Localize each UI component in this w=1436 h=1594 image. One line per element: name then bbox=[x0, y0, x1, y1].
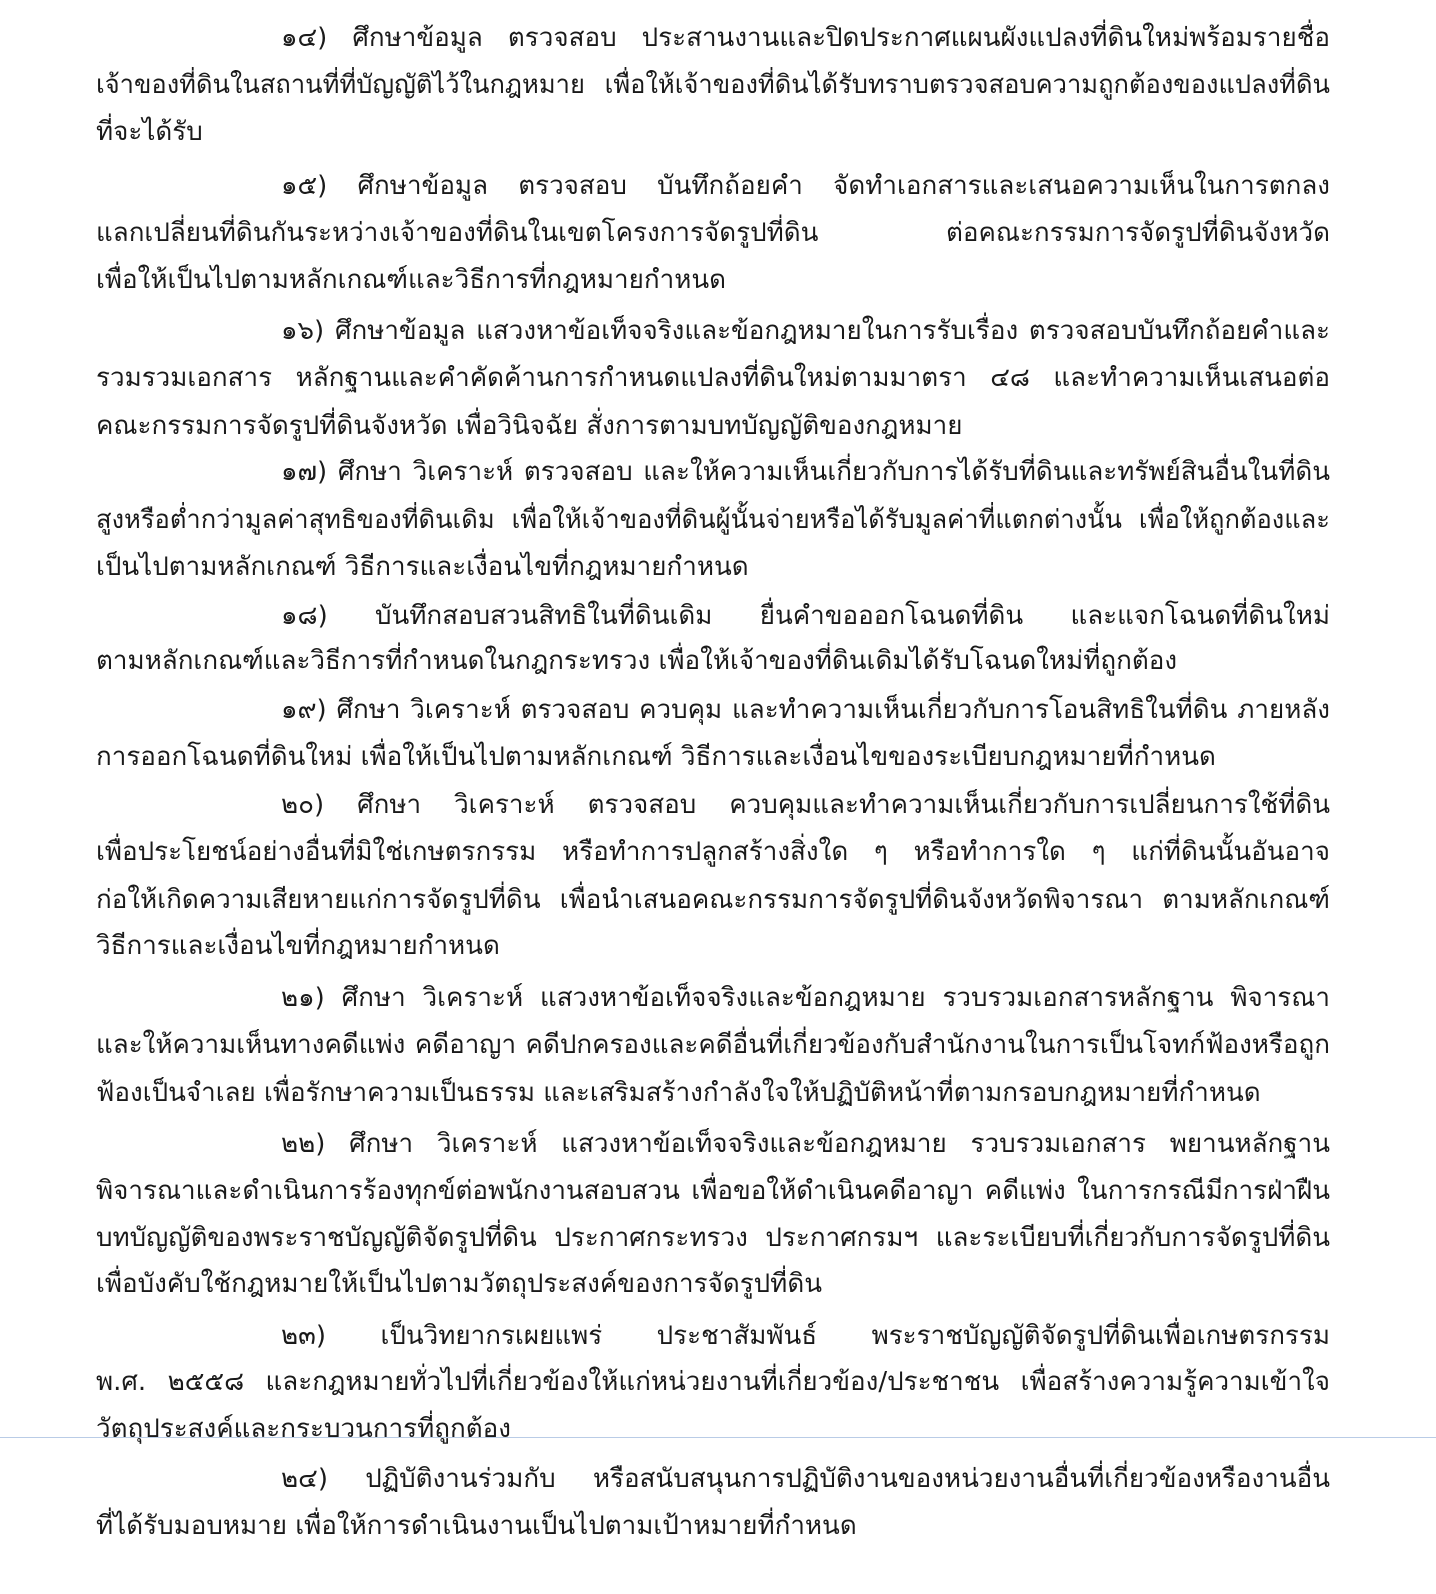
item-20-line-4: วิธีการและเงื่อนไขที่กฎหมายกำหนด bbox=[96, 931, 500, 961]
item-20-line-3: ก่อให้เกิดความเสียหายแก่การจัดรูปที่ดิน เพื่อนำเสนอคณะกรรมการจัดรูปที่ดินจังหวัดพิจารณา ตามหลักเกณฑ์ bbox=[96, 885, 1330, 915]
item-22-line-3: บทบัญญัติของพระราชบัญญัติจัดรูปที่ดิน ประกาศกระทรวง ประกาศกรมฯ และระเบียบที่เกี่ยวกับการจัดรูปที่ดิน bbox=[96, 1223, 1330, 1253]
item-21-line-3: ฟ้องเป็นจำเลย เพื่อรักษาความเป็นธรรม และเสริมสร้างกำลังใจให้ปฏิบัติหน้าที่ตามกรอบกฎหมายที่กำหนด bbox=[96, 1078, 1261, 1108]
item-15-line-2: แลกเปลี่ยนที่ดินกันระหว่างเจ้าของที่ดินในเขตโครงการจัดรูปที่ดิน ต่อคณะกรรมการจัดรูปที่ดินจังหวัด bbox=[96, 218, 1330, 248]
item-22-line-4: เพื่อบังคับใช้กฎหมายให้เป็นไปตามวัตถุประสงค์ของการจัดรูปที่ดิน bbox=[96, 1269, 822, 1299]
item-14-line-1: ๑๔) ศึกษาข้อมูล ตรวจสอบ ประสานงานและปิดประกาศแผนผังแปลงที่ดินใหม่พร้อมรายชื่อ bbox=[281, 23, 1330, 53]
item-19-line-2: การออกโฉนดที่ดินใหม่ เพื่อให้เป็นไปตามหลักเกณฑ์ วิธีการและเงื่อนไขของระเบียบกฎหมายที่กำหนด bbox=[96, 742, 1216, 772]
item-15-line-3: เพื่อให้เป็นไปตามหลักเกณฑ์และวิธีการที่กฎหมายกำหนด bbox=[96, 265, 727, 295]
item-17-line-2: สูงหรือต่ำกว่ามูลค่าสุทธิของที่ดินเดิม เพื่อให้เจ้าของที่ดินผู้นั้นจ่ายหรือได้รับมูลค่าที่แตกต่างนั้น เพื่อให้ถูกต้องและ bbox=[96, 505, 1330, 535]
item-18-line-2: ตามหลักเกณฑ์และวิธีการที่กำหนดในกฎกระทรวง เพื่อให้เจ้าของที่ดินเดิมได้รับโฉนดใหม่ที่ถูกต้อง bbox=[96, 646, 1178, 676]
item-22-line-1: ๒๒) ศึกษา วิเคราะห์ แสวงหาข้อเท็จจริงและข้อกฎหมาย รวบรวมเอกสาร พยานหลักฐาน bbox=[281, 1129, 1330, 1159]
item-19-line-1: ๑๙) ศึกษา วิเคราะห์ ตรวจสอบ ควบคุม และทำความเห็นเกี่ยวกับการโอนสิทธิในที่ดิน ภายหลัง bbox=[281, 695, 1330, 725]
item-16-line-1: ๑๖) ศึกษาข้อมูล แสวงหาข้อเท็จจริงและข้อกฎหมายในการรับเรื่อง ตรวจสอบบันทึกถ้อยคำและ bbox=[281, 316, 1330, 346]
item-21-line-1: ๒๑) ศึกษา วิเคราะห์ แสวงหาข้อเท็จจริงและข้อกฎหมาย รวบรวมเอกสารหลักฐาน พิจารณา bbox=[281, 983, 1330, 1013]
item-20-line-1: ๒๐) ศึกษา วิเคราะห์ ตรวจสอบ ควบคุมและทำความเห็นเกี่ยวกับการเปลี่ยนการใช้ที่ดิน bbox=[281, 790, 1330, 820]
item-14-line-2: เจ้าของที่ดินในสถานที่ที่บัญญัติไว้ในกฎหมาย เพื่อให้เจ้าของที่ดินได้รับทราบตรวจสอบความถูกต้องของแปลงที่ดิน bbox=[96, 70, 1330, 100]
item-15-line-1: ๑๕) ศึกษาข้อมูล ตรวจสอบ บันทึกถ้อยคำ จัดทำเอกสารและเสนอความเห็นในการตกลง bbox=[281, 171, 1330, 201]
item-14-line-3: ที่จะได้รับ bbox=[96, 117, 203, 147]
item-16-line-2: รวมรวมเอกสาร หลักฐานและคำคัดค้านการกำหนดแปลงที่ดินใหม่ตามมาตรา ๔๘ และทำความเห็นเสนอต่อ bbox=[96, 363, 1330, 393]
item-17-line-1: ๑๗) ศึกษา วิเคราะห์ ตรวจสอบ และให้ความเห็นเกี่ยวกับการได้รับที่ดินและทรัพย์สินอื่นในที่ดิน bbox=[281, 457, 1330, 487]
item-17-line-3: เป็นไปตามหลักเกณฑ์ วิธีการและเงื่อนไขที่กฎหมายกำหนด bbox=[96, 552, 749, 582]
item-23-line-3: วัตถุประสงค์และกระบวนการที่ถูกต้อง bbox=[96, 1414, 511, 1444]
item-21-line-2: และให้ความเห็นทางคดีแพ่ง คดีอาญา คดีปกครองและคดีอื่นที่เกี่ยวข้องกับสำนักงานในการเป็นโจทก์ฟ้องหรือถูก bbox=[96, 1030, 1330, 1060]
item-23-line-2: พ.ศ. ๒๕๕๘ และกฎหมายทั่วไปที่เกี่ยวข้องให้แก่หน่วยงานที่เกี่ยวข้อง/ประชาชน เพื่อสร้างความรู้ความเข้าใจ bbox=[96, 1367, 1330, 1397]
item-22-line-2: พิจารณาและดำเนินการร้องทุกข์ต่อพนักงานสอบสวน เพื่อขอให้ดำเนินคดีอาญา คดีแพ่ง ในการกรณีมีการฝ่าฝืน bbox=[96, 1176, 1330, 1206]
item-24-line-1: ๒๔) ปฏิบัติงานร่วมกับ หรือสนับสนุนการปฏิบัติงานของหน่วยงานอื่นที่เกี่ยวข้องหรืองานอื่น bbox=[281, 1464, 1330, 1494]
item-24-line-2: ที่ได้รับมอบหมาย เพื่อให้การดำเนินงานเป็นไปตามเป้าหมายที่กำหนด bbox=[96, 1511, 857, 1541]
item-18-line-1: ๑๘) บันทึกสอบสวนสิทธิในที่ดินเดิม ยื่นคำขอออกโฉนดที่ดิน และแจกโฉนดที่ดินใหม่ bbox=[281, 601, 1330, 631]
item-20-line-2: เพื่อประโยชน์อย่างอื่นที่มิใช่เกษตรกรรม หรือทำการปลูกสร้างสิ่งใด ๆ หรือทำการใด ๆ แก่ที่ดินนั้นอันอาจ bbox=[96, 837, 1330, 867]
page-break-rule bbox=[0, 1437, 1436, 1438]
item-16-line-3: คณะกรรมการจัดรูปที่ดินจังหวัด เพื่อวินิจฉัย สั่งการตามบทบัญญัติของกฎหมาย bbox=[96, 411, 963, 441]
item-23-line-1: ๒๓) เป็นวิทยากรเผยแพร่ ประชาสัมพันธ์ พระราชบัญญัติจัดรูปที่ดินเพื่อเกษตรกรรม bbox=[281, 1321, 1330, 1351]
